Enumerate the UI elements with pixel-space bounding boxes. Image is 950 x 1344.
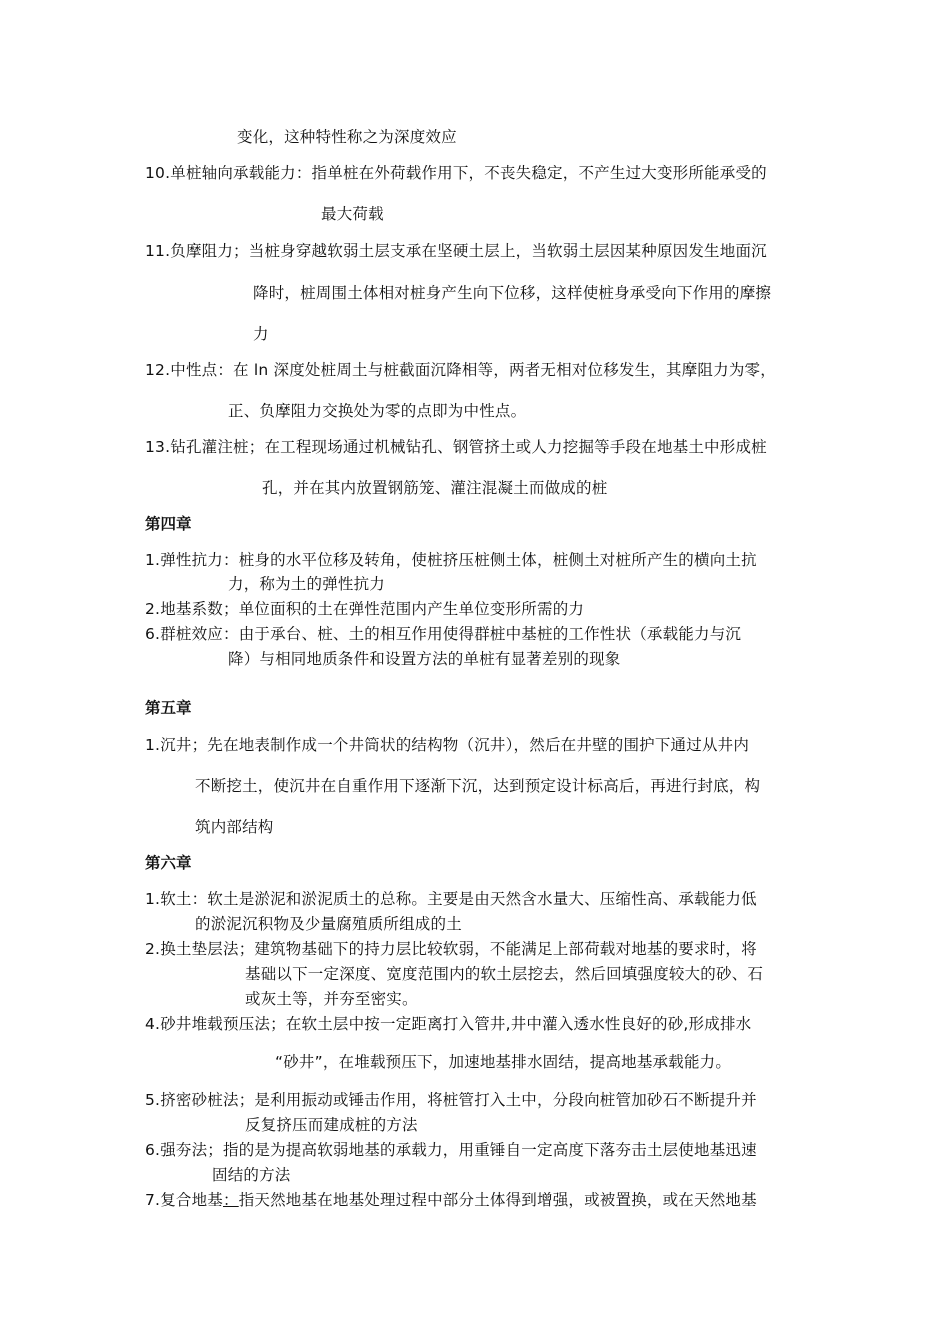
definition-item: 6.强夯法；指的是为提高软弱地基的承载力，用重锤自一定高度下落夯击土层使地基迅速 xyxy=(145,1141,757,1159)
definition-item: 12.中性点：在 ln 深度处桩周土与桩截面沉降相等，两者无相对位移发生，其摩阻力为零， xyxy=(145,361,776,379)
chapter-heading-6: 第六章 xyxy=(145,854,192,872)
text-line: 变化，这种特性称之为深度效应 xyxy=(237,128,457,146)
definition-item: 10.单桩轴向承载能力：指单桩在外荷载作用下，不丧失稳定，不产生过大变形所能承受的 xyxy=(145,164,767,182)
text-line: 筑内部结构 xyxy=(195,818,274,836)
definition-item: 2.地基系数；单位面积的土在弹性范围内产生单位变形所需的力 xyxy=(145,600,585,618)
term-label: 7.复合地基 xyxy=(145,1191,223,1209)
definition-item xyxy=(145,1190,757,1210)
text-line: 最大荷载 xyxy=(321,205,384,223)
definition-item: 1.弹性抗力：桩身的水平位移及转角，使桩挤压桩侧土体，桩侧土对桩所产生的横向土抗 xyxy=(145,551,757,569)
text-line: 基础以下一定深度、宽度范围内的软土层挖去，然后回填强度较大的砂、石 xyxy=(245,965,764,983)
text-line: 力 xyxy=(253,325,269,343)
text-line: 固结的方法 xyxy=(212,1166,291,1184)
definition-item: 2.换土垫层法；建筑物基础下的持力层比较软弱，不能满足上部荷载对地基的要求时，将 xyxy=(145,940,757,958)
term-definition: 指天然地基在地基处理过程中部分土体得到增强，或被置换，或在天然地基 xyxy=(238,1191,757,1209)
chapter-heading-4: 第四章 xyxy=(145,515,192,533)
definition-item: 1.沉井；先在地表制作成一个井筒状的结构物（沉井），然后在井壁的围护下通过从井内 xyxy=(145,736,750,754)
text-line: 或灰土等，并夯至密实。 xyxy=(245,990,418,1008)
text-line: “砂井”，在堆载预压下，加速地基排水固结，提高地基承载能力。 xyxy=(275,1053,732,1071)
text-line: 孔，并在其内放置钢筋笼、灌注混凝土而做成的桩 xyxy=(262,479,608,497)
text-line: 降时，桩周围土体相对桩身产生向下位移，这样使桩身承受向下作用的摩擦 xyxy=(253,284,772,302)
text-line: 不断挖土，使沉井在自重作用下逐渐下沉，达到预定设计标高后，再进行封底，构 xyxy=(195,777,761,795)
text-line: 力，称为土的弹性抗力 xyxy=(228,575,386,593)
underlined-colon: ： xyxy=(223,1191,239,1209)
text-line: 的淤泥沉积物及少量腐殖质所组成的土 xyxy=(195,915,462,933)
definition-item: 4.砂井堆载预压法；在软土层中按一定距离打入管井,井中灌入透水性良好的砂,形成排水 xyxy=(145,1015,752,1033)
definition-item: 11.负摩阻力；当桩身穿越软弱土层支承在坚硬土层上，当软弱土层因某种原因发生地面沉 xyxy=(145,242,767,260)
chapter-heading-5: 第五章 xyxy=(145,699,192,717)
text-line: 正、负摩阻力交换处为零的点即为中性点。 xyxy=(228,402,527,420)
definition-item: 6.群桩效应：由于承台、桩、土的相互作用使得群桩中基桩的工作性状（承载能力与沉 xyxy=(145,625,742,643)
definition-item: 5.挤密砂桩法；是利用振动或锤击作用，将桩管打入土中，分段向桩管加砂石不断提升并 xyxy=(145,1091,757,1109)
text-line: 反复挤压而建成桩的方法 xyxy=(245,1116,418,1134)
definition-item: 13.钻孔灌注桩；在工程现场通过机械钻孔、钢管挤土或人力挖掘等手段在地基土中形成桩 xyxy=(145,438,767,456)
definition-item: 1.软土：软土是淤泥和淤泥质土的总称。主要是由天然含水量大、压缩性高、承载能力低 xyxy=(145,890,757,908)
text-line: 降）与相同地质条件和设置方法的单桩有显著差别的现象 xyxy=(228,650,621,668)
